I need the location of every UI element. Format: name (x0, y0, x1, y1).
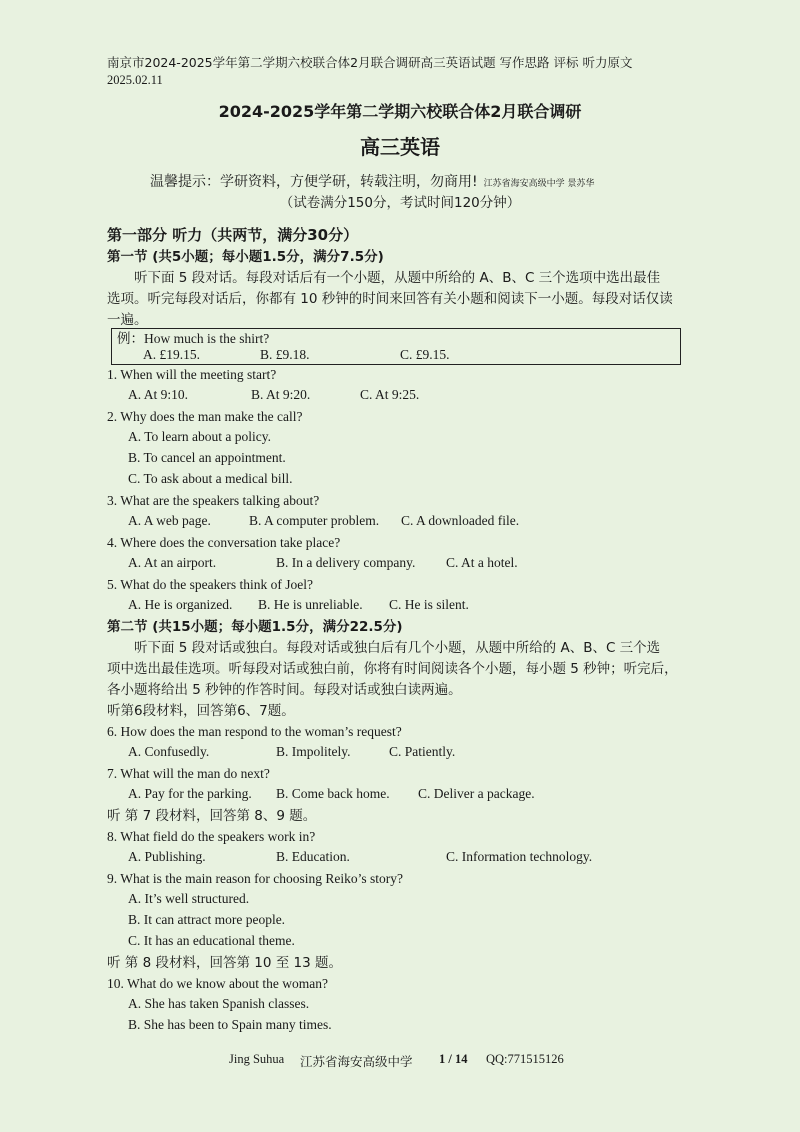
section2-title: 第二节 (共15小题；每小题1.5分，满分22.5分) (107, 619, 403, 635)
question-4: 4. Where does the conversation take place? (107, 535, 341, 550)
q6-option-b: B. Impolitely. (276, 744, 351, 759)
material-8-instruction: 听 第 8 段材料，回答第 10 至 13 题。 (107, 955, 342, 971)
q1-option-c: C. At 9:25. (360, 387, 420, 402)
section2-instruction-1: 听下面 5 段对话或独白。每段对话或独白后有几个小题，从题中所给的 A、B、C 三个选 (134, 640, 661, 656)
q9-option-a: A. It’s well structured. (128, 891, 250, 906)
question-9: 9. What is the main reason for choosing Reiko’s story? (107, 871, 403, 886)
q2-option-a: A. To learn about a policy. (128, 429, 272, 444)
q10-option-b: B. She has been to Spain many times. (128, 1017, 332, 1032)
q1-option-b: B. At 9:20. (251, 387, 311, 402)
q2-option-c: C. To ask about a medical bill. (128, 471, 293, 486)
score-line: （试卷满分150分，考试时间120分钟） (279, 195, 521, 211)
q8-option-b: B. Education. (276, 849, 350, 864)
q8-option-a: A. Publishing. (128, 849, 206, 864)
section1-title: 第一节 (共5小题；每小题1.5分，满分7.5分) (107, 249, 384, 265)
question-10: 10. What do we know about the woman? (107, 976, 328, 991)
header-date: 2025.02.11 (107, 73, 163, 87)
question-5: 5. What do the speakers think of Joel? (107, 577, 313, 592)
q7-option-a: A. Pay for the parking. (128, 786, 252, 801)
q10-option-a: A. She has taken Spanish classes. (128, 996, 310, 1011)
q7-option-c: C. Deliver a package. (418, 786, 535, 801)
q3-option-b: B. A computer problem. (249, 513, 380, 528)
footer-page-number: 1 / 14 (439, 1052, 468, 1066)
header-source-line: 南京市2024-2025学年第二学期六校联合体2月联合调研高三英语试题 写作思路 评标 听力原文 (107, 55, 633, 70)
section1-instruction-3: 一遍。 (107, 312, 148, 328)
example-question: 例：How much is the shirt? (117, 331, 270, 346)
exam-title: 2024-2025学年第二学期六校联合体2月联合调研 (218, 102, 582, 121)
footer-qq: QQ:771515126 (486, 1052, 564, 1066)
q6-option-a: A. Confusedly. (128, 744, 210, 759)
q3-option-a: A. A web page. (128, 513, 211, 528)
q4-option-b: B. In a delivery company. (276, 555, 416, 570)
section1-instruction-2: 选项。听完每段对话后，你都有 10 秒钟的时间来回答有关小题和阅读下一小题。每段对话仅读 (107, 291, 673, 307)
q2-option-b: B. To cancel an appointment. (128, 450, 286, 465)
footer-school: 江苏省海安高级中学 (300, 1054, 413, 1069)
example-option-a: A. £19.15. (143, 347, 200, 362)
material-7-instruction: 听 第 7 段材料，回答第 8、9 题。 (107, 808, 317, 824)
tip-source: 江苏省海安高级中学 景苏华 (483, 179, 595, 189)
q5-option-c: C. He is silent. (389, 597, 469, 612)
section2-instruction-2: 项中选出最佳选项。听每段对话或独白前，你将有时间阅读各个小题，每小题 5 秒钟；听完后， (107, 661, 678, 677)
exam-subject: 高三英语 (360, 135, 440, 159)
part1-title: 第一部分 听力（共两节，满分30分） (107, 226, 359, 244)
question-1: 1. When will the meeting start? (107, 367, 277, 382)
q9-option-b: B. It can attract more people. (128, 912, 286, 927)
example-option-b: B. £9.18. (260, 347, 310, 362)
question-6: 6. How does the man respond to the woman’s request? (107, 724, 402, 739)
section2-instruction-3: 各小题将给出 5 秒钟的作答时间。每段对话或独白读两遍。 (107, 682, 462, 698)
q8-option-c: C. Information technology. (446, 849, 593, 864)
tip-text: 温馨提示：学研资料，方便学研，转载注明，勿商用! (150, 174, 478, 190)
q1-option-a: A. At 9:10. (128, 387, 189, 402)
question-3: 3. What are the speakers talking about? (107, 493, 320, 508)
q9-option-c: C. It has an educational theme. (128, 933, 295, 948)
question-7: 7. What will the man do next? (107, 766, 270, 781)
q3-option-c: C. A downloaded file. (401, 513, 520, 528)
q5-option-b: B. He is unreliable. (258, 597, 363, 612)
q4-option-c: C. At a hotel. (446, 555, 518, 570)
footer-author: Jing Suhua (229, 1052, 285, 1066)
section1-instruction-1: 听下面 5 段对话。每段对话后有一个小题，从题中所给的 A、B、C 三个选项中选出最佳 (134, 270, 661, 286)
question-8: 8. What field do the speakers work in? (107, 829, 316, 844)
q7-option-b: B. Come back home. (276, 786, 390, 801)
q4-option-a: A. At an airport. (128, 555, 217, 570)
example-option-c: C. £9.15. (400, 347, 450, 362)
material-6-instruction: 听第6段材料，回答第6、7题。 (107, 703, 295, 719)
question-2: 2. Why does the man make the call? (107, 409, 303, 424)
tip-line (150, 171, 595, 191)
q6-option-c: C. Patiently. (389, 744, 456, 759)
q5-option-a: A. He is organized. (128, 597, 233, 612)
